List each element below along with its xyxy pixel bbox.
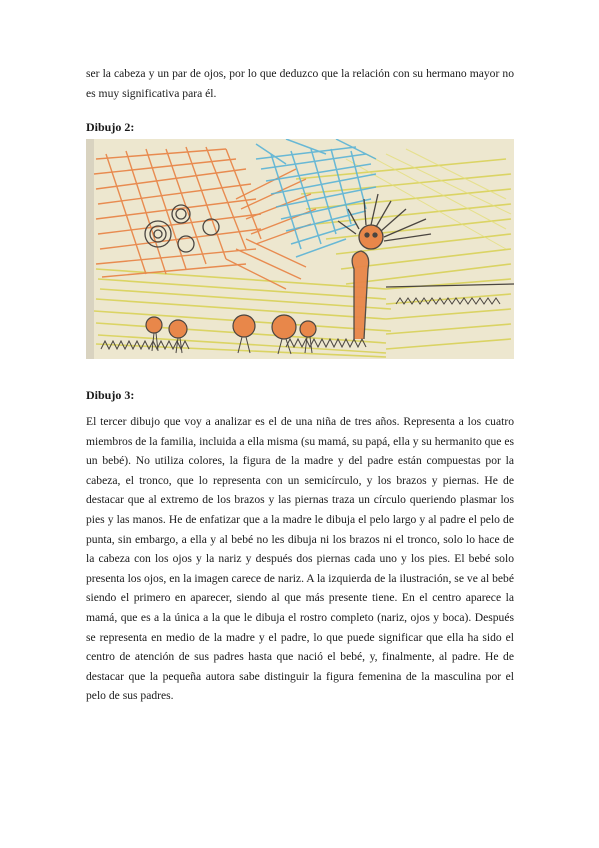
child-drawing-family-illustration — [86, 139, 514, 359]
heading-drawing-2: Dibujo 2: — [86, 120, 135, 134]
intro-paragraph: ser la cabeza y un par de ojos, por lo que deduzco que la relación con su hermano mayor no es muy significativa para él. — [86, 67, 514, 100]
drawing-3-paragraph: El tercer dibujo que voy a analizar es el de una niña de tres años. Representa a los cuatro miembros de la familia, incluida a ella misma (su mamá, su papá, ella y su hermanito que es un bebé). No utiliza colores, la figura de la madre y del padre están compuestas por la cabeza, el tronco, que lo representa con un semicírculo, y los brazos y piernas. He de destacar que al extremo de los brazos y las piernas traza un círculo queriendo plasmar los pies y las manos. He de enfatizar que a la madre le dibuja el pelo largo y al padre el pelo de punta, sin embargo, a ella y al bebé no les dibuja ni los brazos ni el tronco, solo lo hace de la cabeza con los ojos y la nariz y después dos piernas cada uno y los pies. El bebé solo presenta los ojos, en la imagen carece de nariz. A la izquierda de la ilustración, se ve al bebé siendo el primero en aparecer, siendo al que más presente tiene. En el centro aparece la mamá, que es a la única a la que le dibuja el rostro completo (nariz, ojos y boca). Después se representa en medio de la madre y el padre, lo que puede significar que ella ha sido el centro de atención de sus padres hasta que nació el bebé, y, finalmente, al padre. He de destacar que la pequeña autora sabe distinguir la figura femenina de la masculina por el pelo de sus padres. — [86, 415, 514, 703]
heading-drawing-3: Dibujo 3: — [86, 388, 135, 402]
